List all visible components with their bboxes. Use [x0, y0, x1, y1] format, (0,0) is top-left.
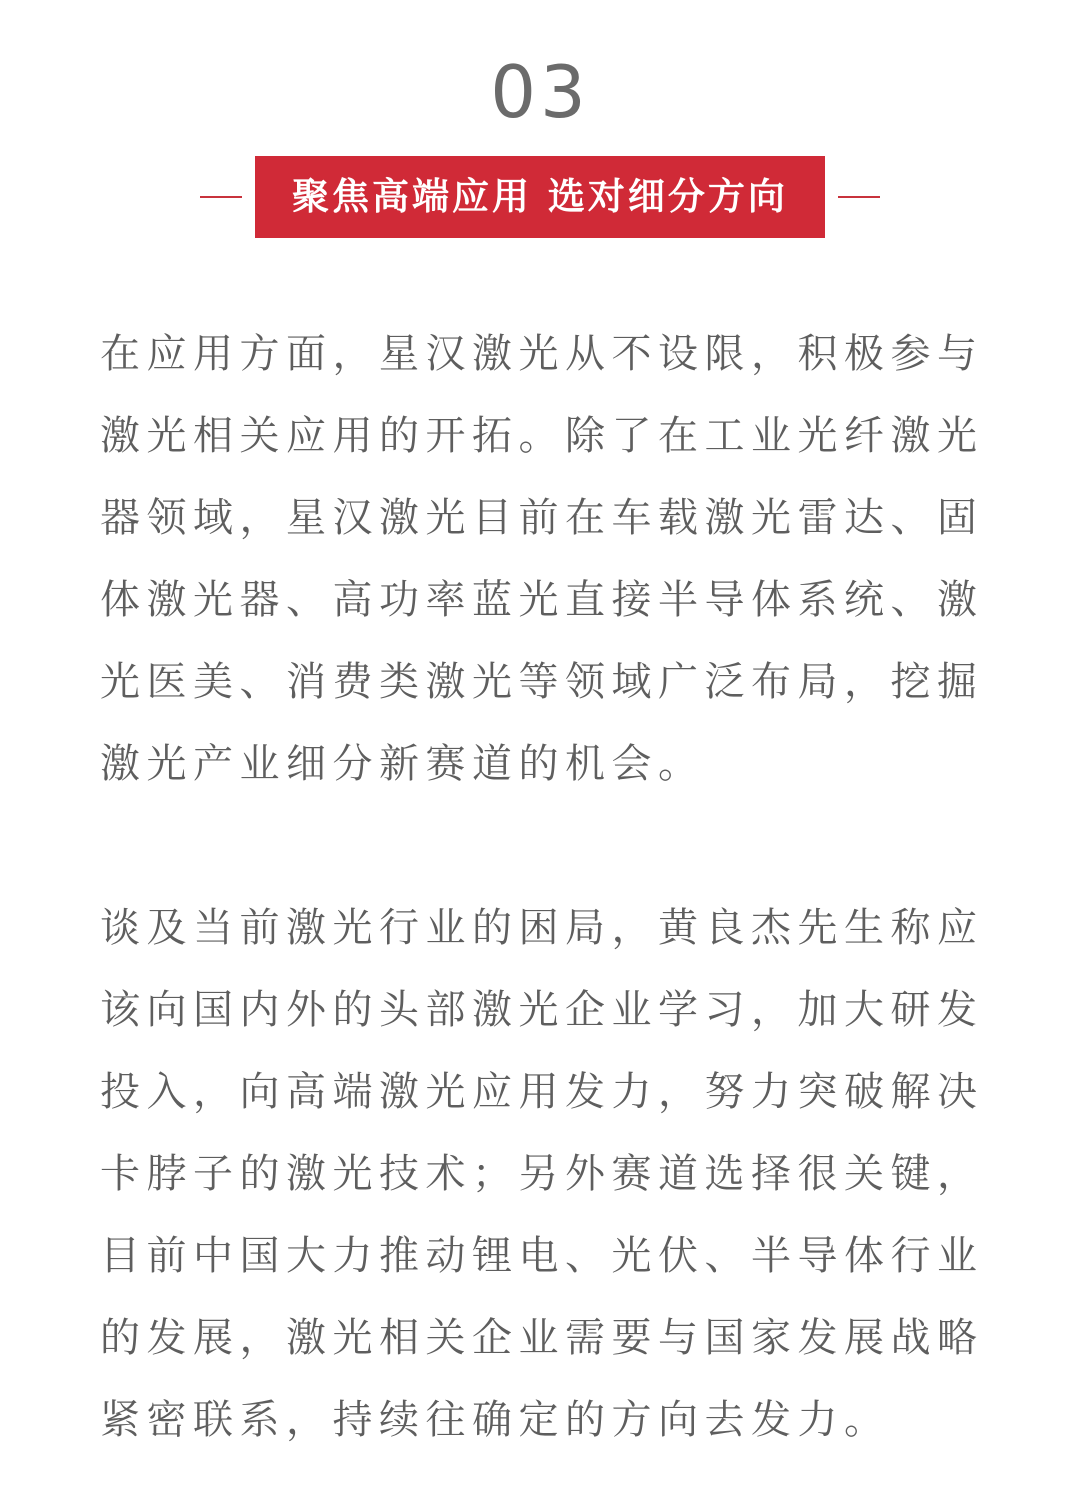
right-divider	[838, 196, 880, 198]
body-paragraph-2: 谈及当前激光行业的困局，黄良杰先生称应该向国内外的头部激光企业学习，加大研发投入，向高端激光应用发力，努力突破解决卡脖子的激光技术；另外赛道选择很关键，目前中国大力推动锂电、光伏、半导体行业的发展，激光相关企业需要与国家发展战略紧密联系，持续往确定的方向去发力。	[100, 905, 984, 1443]
section-header	[0, 156, 1080, 238]
section-number: 03	[490, 50, 590, 134]
left-divider	[200, 196, 242, 198]
body-paragraph-1: 在应用方面，星汉激光从不设限，积极参与激光相关应用的开拓。除了在工业光纤激光器领域，星汉激光目前在车载激光雷达、固体激光器、高功率蓝光直接半导体系统、激光医美、消费类激光等领域广泛布局，挖掘激光产业细分新赛道的机会。	[100, 331, 984, 787]
section-title: 聚焦高端应用 选对细分方向	[255, 156, 825, 238]
